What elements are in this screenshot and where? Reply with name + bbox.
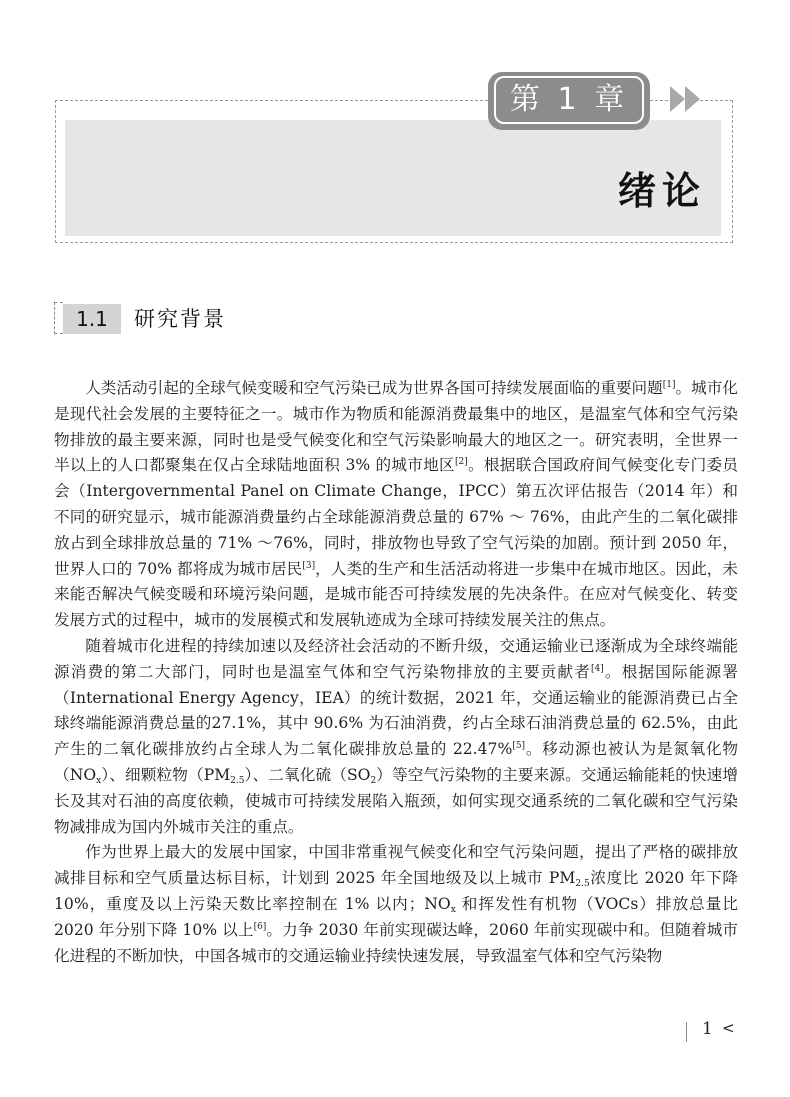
section-bracket: [54, 302, 63, 334]
text-run: 。根据联合国政府间气候变化专门委员会（Intergovernmental Panel on Climate Change，IPCC）第五次评估报告（2014 年）和不同的研究显示，城市能源消费量约占全球能源消费总量的 67% ～ 76%，由此产生的二氧化碳排放占到全球排放总量的 71% ～76%，同时，排放物也导致了空气污染的加剧。预计到 2050 年，世界人口的 70% 都将成为城市居民: [54, 456, 738, 578]
subscript: 2.5: [575, 879, 590, 890]
citation-ref: [4]: [590, 663, 604, 674]
text-run: ，人类的生产和生活活动将进一步集中在城市地区。因此，未来能否解决气候变暖和环境污染问题，是城市能否可持续发展的先决条件。在应对气候变化、转变发展方式的过程中，城市的发展模式和发展轨迹成为全球可持续发展关注的焦点。: [54, 559, 738, 630]
text-run: 浓度比 2020 年下降 10%，重度及以上污染天数比率控制在 1% 以内；NO: [54, 869, 738, 913]
paragraph: [54, 840, 738, 969]
text-run: 人类活动引起的全球气候变暖和空气污染已成为世界各国可持续发展面临的重要问题: [85, 379, 663, 397]
subscript: x: [450, 904, 456, 915]
subscript: x: [96, 775, 102, 786]
chevron-left-icon: <: [722, 1019, 735, 1037]
paragraph: [54, 376, 738, 634]
text-run: 。城市化是现代社会发展的主要特征之一。城市作为物质和能源消费最集中的地区，是温室气体和空气污染物排放的最主要来源，同时也是受气候变化和空气污染影响最大的地区之一。研究表明，全世界一半以上的人口都聚集在仅占全球陆地面积 3% 的城市地区: [54, 379, 738, 475]
paragraph: [54, 634, 738, 840]
text-run: 。移动源也被认为是氮氧化物（NO: [54, 740, 738, 784]
citation-ref: [3]: [302, 560, 316, 571]
page-number-rule: [686, 1022, 687, 1042]
text-run: ）等空气污染物的主要来源。交通运输能耗的快速增长及其对石油的高度依赖，使城市可持续发展陷入瓶颈，如何实现交通系统的二氧化碳和空气污染物减排成为国内外城市关注的重点。: [54, 765, 738, 836]
page-number: 1: [702, 1019, 713, 1039]
citation-ref: [2]: [454, 457, 468, 468]
citation-ref: [1]: [662, 380, 676, 390]
text-run: 。力争 2030 年前实现碳达峰，2060 年前实现碳中和。但随着城市化进程的不断加快，中国各城市的交通运输业持续快速发展，导致温室气体和空气污染物: [54, 920, 738, 965]
text-run: 。根据国际能源署（International Energy Agency，IEA）的统计数据，2021 年，交通运输业的能源消费已占全球终端能源消费总量的27.1%，其中 90.6% 为石油消费，约占全球石油消费总量的 62.5%，由此产生的二氧化碳排放约占全球人为二氧化碳排放总量的 22.47%: [54, 662, 738, 759]
subscript: 2: [370, 775, 377, 786]
chapter-title: 绪论: [617, 169, 706, 213]
body-text: [54, 376, 738, 969]
text-run: 和挥发性有机物（VOCs）排放总量比 2020 年分别下降 10% 以上: [54, 894, 738, 939]
citation-ref: [5]: [512, 741, 526, 752]
text-run: 随着城市化进程的持续加速以及经济社会活动的不断升级，交通运输业已逐渐成为全球终端能源消费的第二大部门，同时也是温室气体和空气污染物排放的主要贡献者: [54, 636, 738, 681]
citation-ref: [6]: [253, 921, 267, 932]
subscript: 2.5: [230, 775, 245, 786]
chapter-label: 第 1 章: [494, 76, 644, 124]
section-number: 1.1: [63, 304, 121, 334]
text-run: ）、细颗粒物（PM: [101, 765, 231, 784]
text-run: ）、二氧化硫（SO: [244, 765, 371, 784]
section-title: 研究背景: [134, 307, 226, 331]
text-run: 作为世界上最大的发展中国家，中国非常重视气候变化和空气污染问题，提出了严格的碳排放减排目标和空气质量达标目标，计划到 2025 年全国地级及以上城市 PM: [54, 843, 738, 888]
double-arrow-icon: [670, 86, 700, 112]
